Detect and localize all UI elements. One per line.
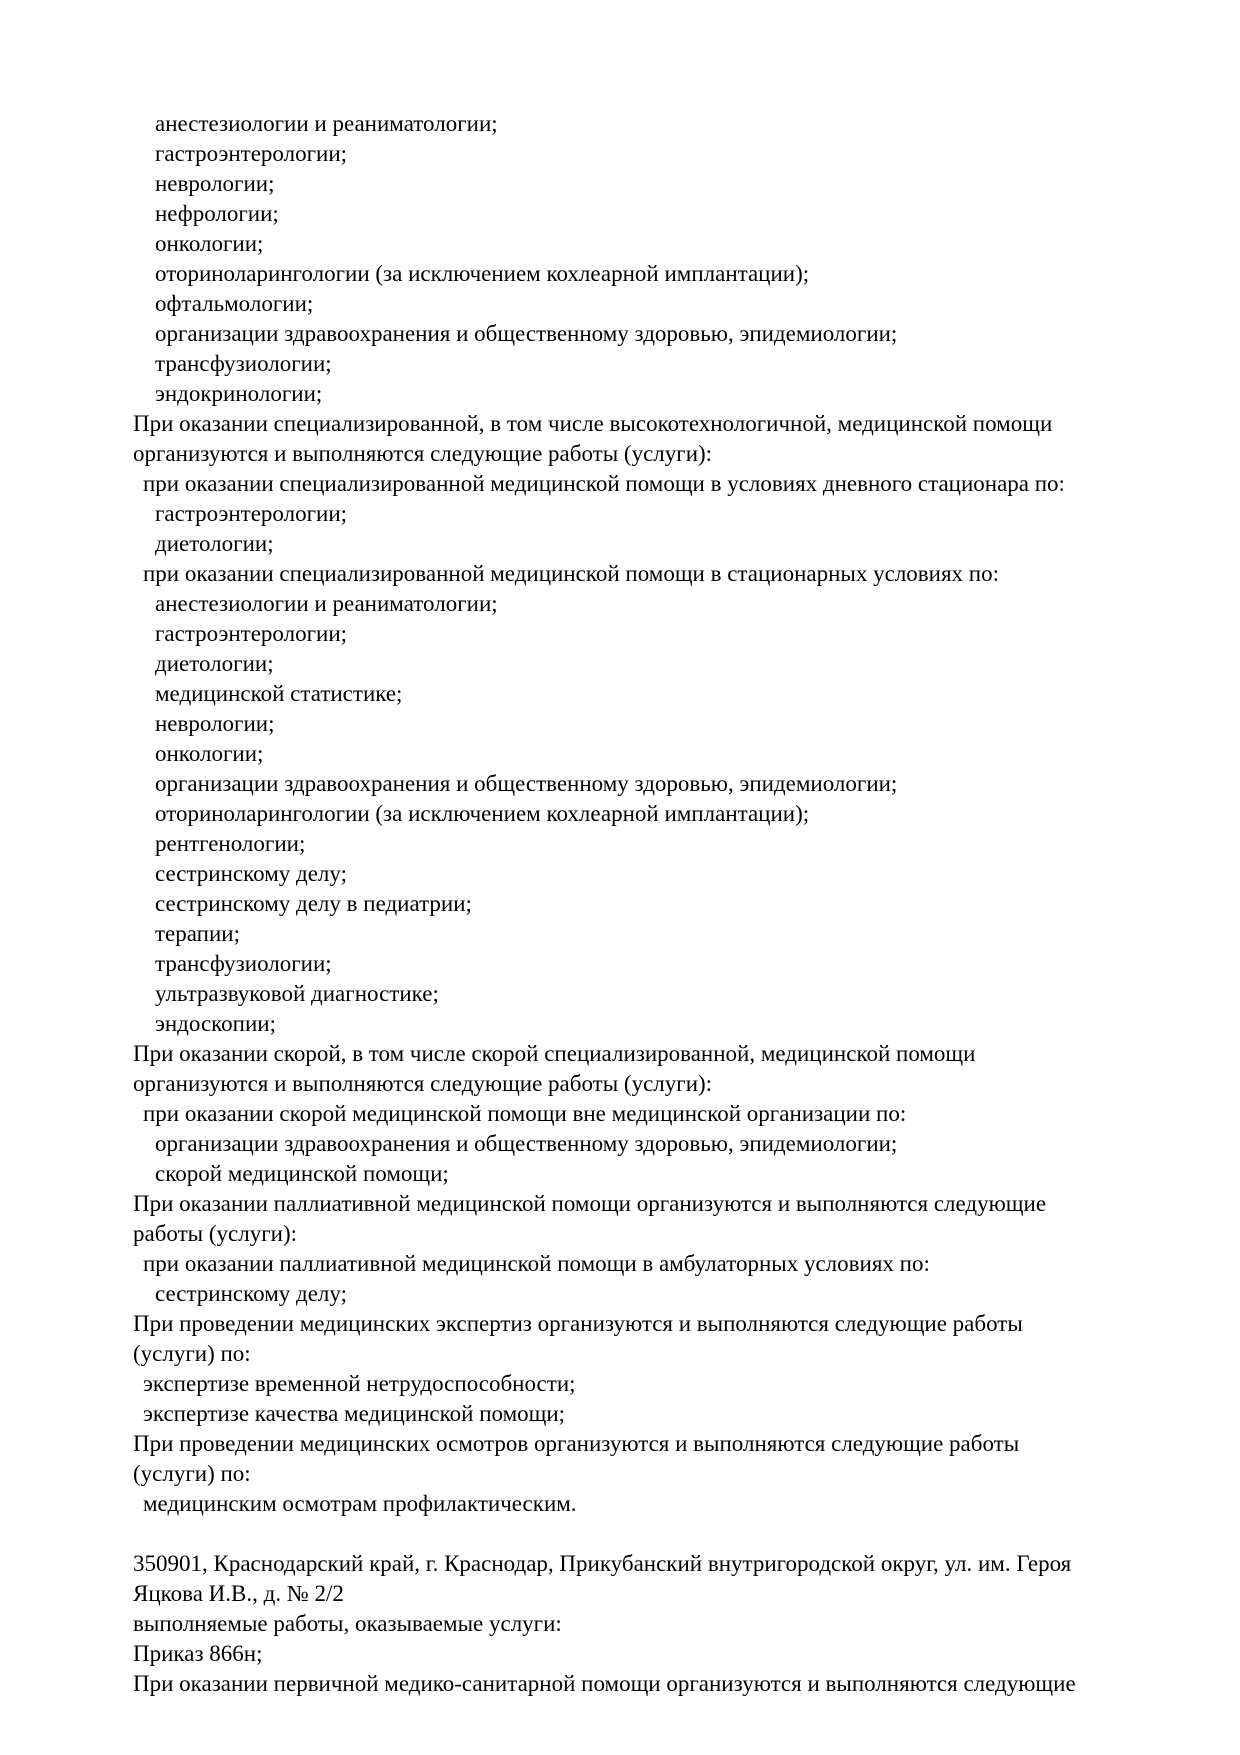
document-line: оториноларингологии (за исключением кохлеарной имплантации); xyxy=(155,801,810,826)
document-line: При оказании специализированной, в том числе высокотехнологичной, медицинской помощи xyxy=(133,411,1053,436)
document-line: оториноларингологии (за исключением кохлеарной имплантации); xyxy=(155,261,810,286)
document-line: медицинским осмотрам профилактическим. xyxy=(143,1491,577,1516)
document-line: трансфузиологии; xyxy=(155,351,332,376)
document-line: организуются и выполняются следующие работы (услуги): xyxy=(133,441,713,466)
document-line: нефрологии; xyxy=(155,201,279,226)
document-line: медицинской статистике; xyxy=(155,681,403,706)
document-line: при оказании скорой медицинской помощи вне медицинской организации по: xyxy=(143,1101,907,1126)
document-line: сестринскому делу в педиатрии; xyxy=(155,891,472,916)
document-line: гастроэнтерологии; xyxy=(155,621,348,646)
document-line: сестринскому делу; xyxy=(155,1281,347,1306)
blank-line xyxy=(0,1519,1240,1549)
document-line: онкологии; xyxy=(155,741,264,766)
document-line: анестезиологии и реаниматологии; xyxy=(155,111,498,136)
document-line: ультразвуковой диагностике; xyxy=(155,981,439,1006)
document-line: Яцкова И.В., д. № 2/2 xyxy=(133,1581,344,1606)
document-line: Приказ 866н; xyxy=(133,1641,263,1666)
document-line: (услуги) по: xyxy=(133,1341,251,1366)
document-line: (услуги) по: xyxy=(133,1461,251,1486)
document-line: При проведении медицинских экспертиз организуются и выполняются следующие работы xyxy=(133,1311,1023,1336)
document-line: организации здравоохранения и общественному здоровью, эпидемиологии; xyxy=(155,771,898,796)
document-line: 350901, Краснодарский край, г. Краснодар, Прикубанский внутригородской округ, ул. им. Героя xyxy=(133,1551,1072,1576)
document-line: диетологии; xyxy=(155,651,274,676)
document-line: организации здравоохранения и общественному здоровью, эпидемиологии; xyxy=(155,1131,898,1156)
document-line: При проведении медицинских осмотров организуются и выполняются следующие работы xyxy=(133,1431,1020,1456)
document-line: эндокринологии; xyxy=(155,381,323,406)
document-line: онкологии; xyxy=(155,231,264,256)
document-line: При оказании паллиативной медицинской помощи организуются и выполняются следующие xyxy=(133,1191,1047,1216)
document-line: эндоскопии; xyxy=(155,1011,276,1036)
document-line: неврологии; xyxy=(155,711,275,736)
document-line: при оказании специализированной медицинской помощи в условиях дневного стационара по: xyxy=(143,471,1065,496)
license-works-text-block xyxy=(0,109,1240,1699)
document-line: анестезиологии и реаниматологии; xyxy=(155,591,498,616)
document-line: трансфузиологии; xyxy=(155,951,332,976)
document-line: офтальмологии; xyxy=(155,291,314,316)
document-line: гастроэнтерологии; xyxy=(155,141,348,166)
document-line: неврологии; xyxy=(155,171,275,196)
document-line: выполняемые работы, оказываемые услуги: xyxy=(133,1611,562,1636)
document-line: организуются и выполняются следующие работы (услуги): xyxy=(133,1071,713,1096)
document-line: организации здравоохранения и общественному здоровью, эпидемиологии; xyxy=(155,321,898,346)
document-line: при оказании паллиативной медицинской помощи в амбулаторных условиях по: xyxy=(143,1251,930,1276)
document-line: работы (услуги): xyxy=(133,1221,297,1246)
document-line: терапии; xyxy=(155,921,240,946)
document-line: При оказании скорой, в том числе скорой специализированной, медицинской помощи xyxy=(133,1041,976,1066)
document-line: экспертизе качества медицинской помощи; xyxy=(143,1401,566,1426)
document-line: рентгенологии; xyxy=(155,831,306,856)
document-line: экспертизе временной нетрудоспособности; xyxy=(143,1371,576,1396)
document-line: гастроэнтерологии; xyxy=(155,501,348,526)
document-line: сестринскому делу; xyxy=(155,861,347,886)
document-line: диетологии; xyxy=(155,531,274,556)
document-line: при оказании специализированной медицинской помощи в стационарных условиях по: xyxy=(143,561,999,586)
document-line: скорой медицинской помощи; xyxy=(155,1161,449,1186)
document-line: При оказании первичной медико-санитарной помощи организуются и выполняются следующие xyxy=(133,1671,1076,1696)
